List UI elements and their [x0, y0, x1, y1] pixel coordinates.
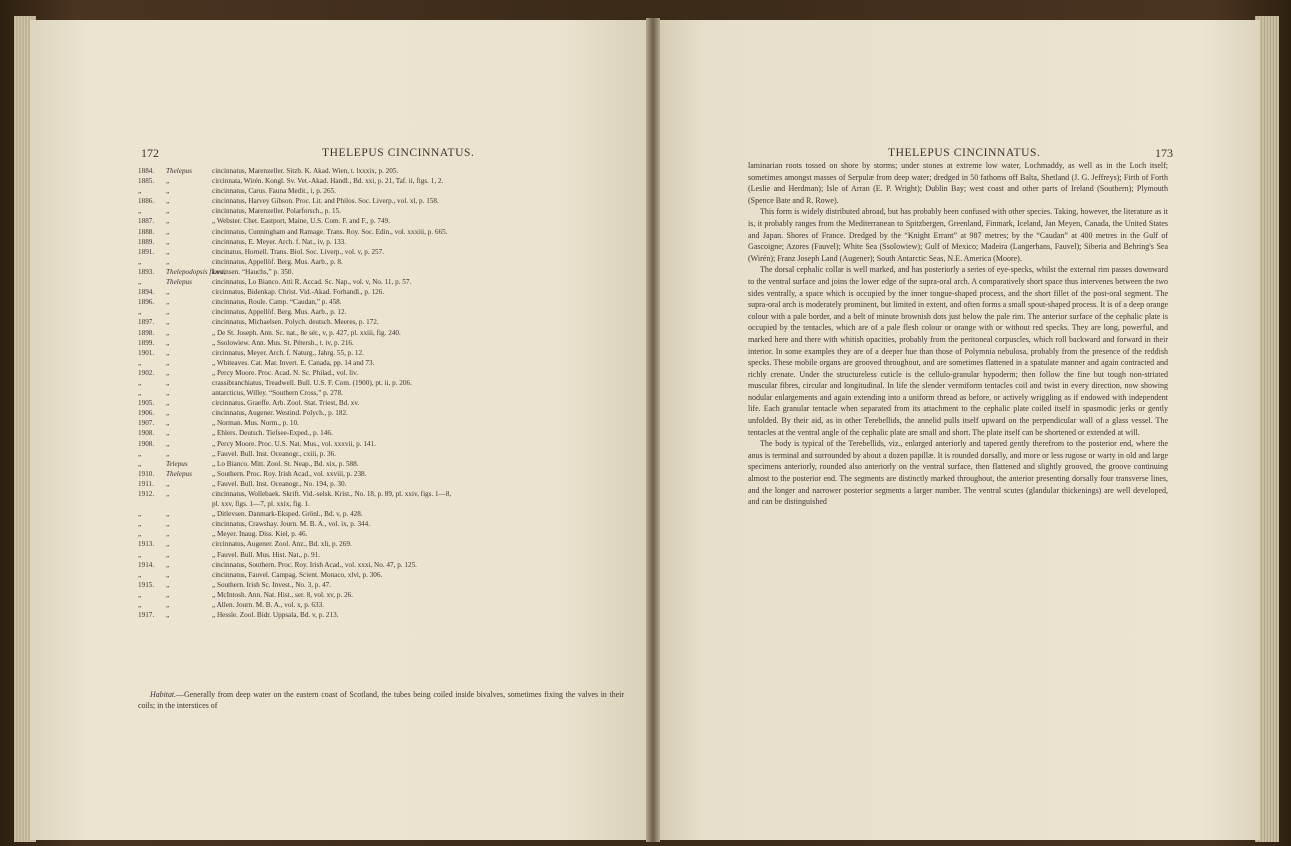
- entry-text: „ Fauvel. Bull. Inst. Oceanogr., No. 194, p. 30.: [212, 479, 347, 488]
- entry-text: „ De St. Joseph. Ann. Sc. nat., 8e sér., v, p. 427, pl. xxiii, fig. 240.: [212, 328, 401, 337]
- paragraph: The body is typical of the Terebellids, viz., enlarged anteriorly and tapered gently therefrom to the posterior end, where the anus is terminal and surrounded by about a dozen papillæ. It is rounded dorsally, and more or less rugose or warty in old and large specimens anteriorly, rounded also anteriorly on the ventral surface, then flattened and slightly grooved, the groove continuing almost to the posterior end. The segments are distinctly marked throughout, the anterior presenting dorsally four transverse lines, and the longer and narrower posterior segments a larger number. The ventral scutes (glandular thickenings) are well developed, and can be distinguished: [748, 439, 1168, 507]
- synonymy-entry: [138, 317, 623, 327]
- synonymy-entry: [138, 328, 623, 338]
- entry-year: „: [138, 510, 142, 519]
- entry-year: „: [138, 449, 142, 458]
- entry-genus: „: [166, 611, 170, 620]
- synonymy-entry: [138, 176, 623, 186]
- synonymy-entry: [138, 539, 623, 549]
- entry-text: „ Webster. Chet. Eastport, Maine, U.S. Com. F. and F., p. 749.: [212, 217, 391, 226]
- entry-genus: „: [166, 479, 170, 488]
- entry-genus: „: [166, 288, 170, 297]
- paragraph: laminarian roots tossed on shore by storms; under stones at extreme low water, Lochmaddy, as well as in the Loch itself; sometimes amongst masses of Serpulæ from deep water; dredged in 50 fathoms off Balta, Shetland (J. G. Jeffreys); Firth of Forth (Leslie and Herdman); Isle of Arran (E. P. Wright); Dublin Bay; west coast and other parts of Ireland (Southern); Plymouth (Spence Bate and R. Rowe).: [748, 161, 1168, 205]
- entry-year: „: [138, 358, 142, 367]
- entry-year: „: [138, 389, 142, 398]
- entry-text: „ Norman. Mus. Norm., p. 10.: [212, 419, 299, 428]
- synonymy-entry: [138, 610, 623, 620]
- synonymy-entry: [138, 388, 623, 398]
- synonymy-entry: [138, 509, 623, 519]
- entry-text: „ Southern. Irish Sc. Invest., No. 3, p. 47.: [212, 580, 331, 589]
- synonymy-entry: [138, 247, 623, 257]
- entry-genus: „: [166, 368, 170, 377]
- entry-year: 1896.: [138, 298, 155, 307]
- entry-genus: „: [166, 338, 170, 347]
- synonymy-entry: [138, 216, 623, 226]
- entry-genus: „: [166, 601, 170, 610]
- entry-year: 1906.: [138, 409, 155, 418]
- entry-text: cincinatus, Hornell. Trans. Biol. Soc. Liverp., vol. v, p. 257.: [212, 247, 385, 256]
- entry-genus: „: [166, 378, 170, 387]
- entry-text: cincinnatus, E. Meyer. Arch. f. Nat., iv, p. 133.: [212, 237, 347, 246]
- entry-genus: „: [166, 298, 170, 307]
- synonymy-entry: [138, 368, 623, 378]
- entry-text: antarcticus, Willey. “Southern Cross,” p. 278.: [212, 389, 343, 398]
- entry-genus: „: [166, 530, 170, 539]
- synonymy-entry: [138, 560, 623, 570]
- entry-text: cincinnatus, Wollebaek. Skrift. Vid.-selsk. Krist., No. 18, p. 89, pl. xxiv, figs. 1—8,: [212, 490, 452, 498]
- synonymy-entry: [138, 307, 623, 317]
- synonymy-entry: [138, 428, 623, 438]
- entry-genus: „: [166, 358, 170, 367]
- entry-text: cincinnatus, Augener. Westind. Polych., p. 182.: [212, 409, 348, 418]
- entry-year: 1913.: [138, 540, 155, 549]
- entry-text: „ Whiteaves. Cat. Mar. Invert. E. Canada, pp. 14 and 73.: [212, 358, 375, 367]
- entry-genus: „: [166, 177, 170, 186]
- habitat-label: Habitat.: [150, 690, 177, 699]
- entry-year: 1894.: [138, 288, 155, 297]
- entry-genus: Thelepodopsis flava,: [166, 267, 226, 276]
- synonymy-entry: [138, 418, 623, 428]
- entry-year: 1884.: [138, 167, 155, 175]
- synonymy-entry: [138, 196, 623, 206]
- entry-year: 1915.: [138, 580, 155, 589]
- entry-text: circinnatus, Graeffe. Arb. Zool. Stat. Triest, Bd. xv.: [212, 399, 360, 408]
- entry-year: „: [138, 278, 142, 287]
- synonymy-entry: [138, 348, 623, 358]
- entry-text: cincinnatus, Southern. Proc. Roy. Irish Acad., vol. xxxi, No. 47, p. 125.: [212, 560, 417, 569]
- synonymy-entry: [138, 358, 623, 368]
- entry-genus: „: [166, 328, 170, 337]
- synonymy-entry: [138, 449, 623, 459]
- synonymy-entry: [138, 237, 623, 247]
- right-body-text: [748, 160, 1168, 508]
- entry-year: „: [138, 601, 142, 610]
- synonymy-entry: [138, 529, 623, 539]
- entry-text: crassibranchiatus, Treadwell. Bull. U.S. F. Com. (1900), pt. ii, p. 206.: [212, 378, 412, 387]
- entry-genus: „: [166, 510, 170, 519]
- entry-text: circinnatus, Bidenkap. Christ. Vid.-Akad. Forhandl., p. 126.: [212, 288, 385, 297]
- entry-text: „ Percy Moore. Proc. U.S. Nat. Mus., vol. xxxvii, p. 141.: [212, 439, 376, 448]
- right-running-head: THELEPUS CINCINNATUS.: [888, 147, 1041, 159]
- entry-genus: „: [166, 520, 170, 529]
- entry-genus: „: [166, 318, 170, 327]
- entry-year: 1911.: [138, 479, 154, 488]
- entry-text: „ Fauvel. Bull. Mus. Hist. Nat., p. 91.: [212, 550, 321, 559]
- entry-text: cincinnatus, Appellöf. Berg. Mus. Aarb., p. 8.: [212, 257, 343, 266]
- entry-genus: „: [166, 409, 170, 418]
- entry-genus: „: [166, 247, 170, 256]
- entry-year: „: [138, 308, 142, 317]
- synonymy-entry: [138, 489, 623, 499]
- entry-genus: „: [166, 419, 170, 428]
- entry-genus: „: [166, 590, 170, 599]
- entry-year: 1901.: [138, 348, 155, 357]
- entry-text: „ Ditlevsen. Danmark-Eksped. Grönl., Bd. v, p. 428.: [212, 510, 363, 519]
- entry-genus: Telepus: [166, 459, 188, 468]
- synonymy-entry: [138, 257, 623, 267]
- entry-text: „ Ehlers. Deutsch. Tiefsee-Exped., p. 146.: [212, 429, 333, 438]
- entry-year: 1888.: [138, 227, 155, 236]
- entry-genus: „: [166, 217, 170, 226]
- entry-text: cincinnatus, Crawshay. Journ. M. B. A., vol. ix, p. 344.: [212, 520, 371, 529]
- habitat-paragraph: [138, 689, 624, 711]
- entry-text: „ Meyer. Inaug. Diss. Kiel, p. 46.: [212, 530, 308, 539]
- synonymy-entry: [138, 580, 623, 590]
- entry-genus: „: [166, 540, 170, 549]
- entry-text: circinnatus, Meyer. Arch. f. Naturg., Jahrg. 55, p. 12.: [212, 348, 364, 357]
- entry-year: 1886.: [138, 197, 155, 206]
- entry-text: „ Lo Bianco. Mitt. Zool. St. Neap., Bd. xix, p. 588.: [212, 459, 359, 468]
- entry-year: „: [138, 530, 142, 539]
- entry-genus: „: [166, 580, 170, 589]
- synonymy-entry: [138, 479, 623, 489]
- entry-genus: Thelepus: [166, 167, 192, 175]
- entry-year: 1908.: [138, 429, 155, 438]
- entry-text: cincinnatus, Cunningham and Ramage. Trans. Roy. Soc. Edin., vol. xxxiii, p. 665.: [212, 227, 448, 236]
- synonymy-entry: [138, 398, 623, 408]
- synonymy-entry: [138, 378, 623, 388]
- entry-text: cincinnatus, Michaelsen. Polych. deutsch. Meeres, p. 172.: [212, 318, 379, 327]
- entry-year: „: [138, 590, 142, 599]
- entry-year: 1897.: [138, 318, 155, 327]
- entry-year: „: [138, 187, 142, 196]
- entry-year: 1912.: [138, 490, 155, 498]
- synonymy-entry: [138, 550, 623, 560]
- synonymy-entry: [138, 186, 623, 196]
- entry-genus: „: [166, 257, 170, 266]
- entry-genus: „: [166, 449, 170, 458]
- entry-text: „ McIntosh. Ann. Nat. Hist., ser. 8, vol. xv, p. 26.: [212, 590, 354, 599]
- entry-text: cincinnatus, Roule. Camp. “Caudan,” p. 458.: [212, 298, 342, 307]
- entry-genus: „: [166, 187, 170, 196]
- entry-year: „: [138, 257, 142, 266]
- synonymy-entry: [138, 277, 623, 287]
- entry-year: „: [138, 520, 142, 529]
- synonymy-entry: [138, 469, 623, 479]
- habitat-text: —Generally from deep water on the eastern coast of Scotland, the tubes being coiled inside bivalves, sometimes fixing the valves in their coils; in the interstices of: [138, 690, 624, 711]
- entry-text: cincinnatus, Appellöf. Berg. Mus. Aarb., p. 12.: [212, 308, 347, 317]
- synonymy-entry: [138, 570, 623, 580]
- synonymy-entry: [138, 267, 623, 277]
- synonymy-entry: [138, 338, 623, 348]
- entry-genus: „: [166, 348, 170, 357]
- synonymy-entry: [138, 297, 623, 307]
- entry-text: cincinnatus, Marenzeller. Sitzb. K. Akad. Wien, t. lxxxix, p. 205.: [212, 167, 399, 175]
- entry-text: cincinnatus, Lo Bianco. Atti R. Accad. Sc. Nap., vol. v, No. 11, p. 57.: [212, 278, 412, 287]
- entry-year: 1898.: [138, 328, 155, 337]
- entry-year: 1891.: [138, 247, 155, 256]
- entry-genus: „: [166, 429, 170, 438]
- synonymy-entry: [138, 519, 623, 529]
- entry-genus: Thelepus: [166, 469, 192, 478]
- paragraph: This form is widely distributed abroad, but has probably been confused with other species. Taking, however, the literature as it is, it probably ranges from the Mediterranean to Spitzbergen, Greenland, Finmark, Iceland, Jan Meyen, Canada, the United States and Japan. Shores of France. Dredged by the “Knight Errant” at 987 metres; by the “Caudan” at 400 metres in the Gulf of Gascoigne; Azores (Fauvel); White Sea (Ssolowiew); Gulf of Mexico; Madeira (Langerhans, Fauvel); Siberia and Behring's Sea (Wirén); Franz Joseph Land (Augener); South Antarctic Seas, N.E. America (Moore).: [748, 207, 1168, 263]
- entry-year: 1887.: [138, 217, 155, 226]
- entry-year: 1905.: [138, 399, 155, 408]
- entry-text: „ Southern. Proc. Roy. Irish Acad., vol. xxviii, p. 238.: [212, 469, 367, 478]
- left-running-head: THELEPUS CINCINNATUS.: [322, 147, 475, 159]
- right-page-number: 173: [1155, 146, 1173, 160]
- entry-year: „: [138, 207, 142, 216]
- synonymy-entry: [138, 439, 623, 449]
- entry-text: circinnatus, Augener. Zool. Anz., Bd. xli, p. 269.: [212, 540, 352, 549]
- entry-year: 1907.: [138, 419, 155, 428]
- synonymy-entry: [138, 590, 623, 600]
- synonymy-entry: [138, 166, 623, 176]
- entry-genus: „: [166, 197, 170, 206]
- book-gutter: [646, 18, 660, 842]
- entry-genus: „: [166, 389, 170, 398]
- entry-text: Levinsen. “Hauchs,” p. 350.: [212, 267, 294, 276]
- entry-text: cincinnatus, Fauvel. Campag. Scient. Monaco, xlvi, p. 306.: [212, 570, 383, 579]
- entry-genus: „: [166, 308, 170, 317]
- entry-year: „: [138, 550, 142, 559]
- entry-year: „: [138, 570, 142, 579]
- entry-text: cincinnatus, Marenzeller. Polarforsch., p. 15.: [212, 207, 341, 216]
- synonymy-entry: [138, 287, 623, 297]
- synonymy-entry: [138, 408, 623, 418]
- entry-genus: „: [166, 227, 170, 236]
- entry-text: cincinnatus, Carus. Fauna Medit., i, p. 265.: [212, 187, 336, 196]
- entry-year: „: [138, 378, 142, 387]
- synonymy-entry: [138, 459, 623, 469]
- entry-year: 1914.: [138, 560, 155, 569]
- entry-year: 1917.: [138, 611, 155, 620]
- left-page-number: 172: [141, 146, 159, 160]
- synonymy-entry: [138, 227, 623, 237]
- paragraph: The dorsal cephalic collar is well marked, and has posteriorly a series of eye-specks, whilst the external rim passes downward to the ventral surface and joins the lower edge of the supra-oral arch. A comparatively short space thus intervenes between the two sides ventrally, a space which is occupied by the inner tongue-shaped process, and the short fillet of the post-oral segment. The supra-oral arch is moderately prominent, but limited in extent, and often forms a small spout-shaped process. It is of a deep orange colour with a pale border, and a belt of minute brownish dots just below the pale rim. The anterior surface of the cephalic plate is occupied by the tentacles, which are of a pale flesh colour or orange with or without red specks. They are long, powerful, and marked here and there with whitish opacities, probably from the peritoneal corpuscles, which roll backward and forward in their interior. In some examples they are of a deeper hue than those of Polymnia nebulosa, probably from the presence of the reddish specks. These mobile organs are grooved throughout, and are sometimes flattened in a spatulate manner and again contracted and richly crenate. Under the structureless cuticle is the cellulo-granular hypoderm; then follow the fine but tough non-striated muscular fibres, circular and longitudinal. In life the slender vermiform tentacles coil and twist in every direction, now showing nodular enlargements and again extending into a uniform thread as before, or actively wriggling as if endowed with independent life. Each granular tentacle when separated from its attachment to the cephalic plate coiled itself in spasmodic jerks or gently unfolded. By their aid, as in other Terebellids, the annelid pulls itself upward on the perpendicular wall of a glass vessel. The tentacles at the ventral angle of the cephalic plate are small and short. The plate itself can be shortened or extended at will.: [748, 265, 1168, 437]
- entry-year: 1908.: [138, 439, 155, 448]
- entry-genus: „: [166, 560, 170, 569]
- synonymy-list: [138, 166, 623, 620]
- entry-genus: „: [166, 207, 170, 216]
- entry-text: „ Allen. Journ. M. B. A., vol. x, p. 633.: [212, 601, 325, 610]
- entry-genus: „: [166, 490, 170, 498]
- synonymy-entry: [138, 499, 623, 509]
- entry-year: 1889.: [138, 237, 155, 246]
- entry-text: pl. xxv, figs. 1—7, pl. xxix, fig. 1.: [212, 500, 310, 509]
- entry-year: 1899.: [138, 338, 155, 347]
- entry-text: „ Ssolowiew. Ann. Mus. St. Pétersb., t. iv, p. 216.: [212, 338, 354, 347]
- entry-year: 1910.: [138, 469, 155, 478]
- synonymy-entry: [138, 206, 623, 216]
- entry-year: 1885.: [138, 177, 155, 186]
- entry-text: „ Hessle. Zool. Bidr. Uppsala, Bd. v, p. 213.: [212, 611, 339, 620]
- entry-year: 1893.: [138, 267, 155, 276]
- synonymy-entry: [138, 600, 623, 610]
- entry-genus: Thelepus: [166, 278, 192, 287]
- entry-year: 1902.: [138, 368, 155, 377]
- entry-genus: „: [166, 399, 170, 408]
- entry-text: cincinnatus, Harvey Gibson. Proc. Lit. and Philos. Soc. Liverp., vol. xl, p. 158.: [212, 197, 439, 206]
- entry-text: circinnata, Wirén. Kongl. Sv. Vet.-Akad. Handl., Bd. xxi, p. 21, Taf. ii, figs. 1, 2.: [212, 177, 444, 186]
- entry-year: „: [138, 459, 142, 468]
- entry-genus: „: [166, 439, 170, 448]
- entry-genus: „: [166, 237, 170, 246]
- entry-text: „ Fauvel. Bull. Inst. Oceanogr., cxiii, p. 36.: [212, 449, 336, 458]
- entry-genus: „: [166, 550, 170, 559]
- entry-genus: „: [166, 570, 170, 579]
- entry-text: „ Percy Moore. Proc. Acad. N. Sc. Philad., vol. liv.: [212, 368, 359, 377]
